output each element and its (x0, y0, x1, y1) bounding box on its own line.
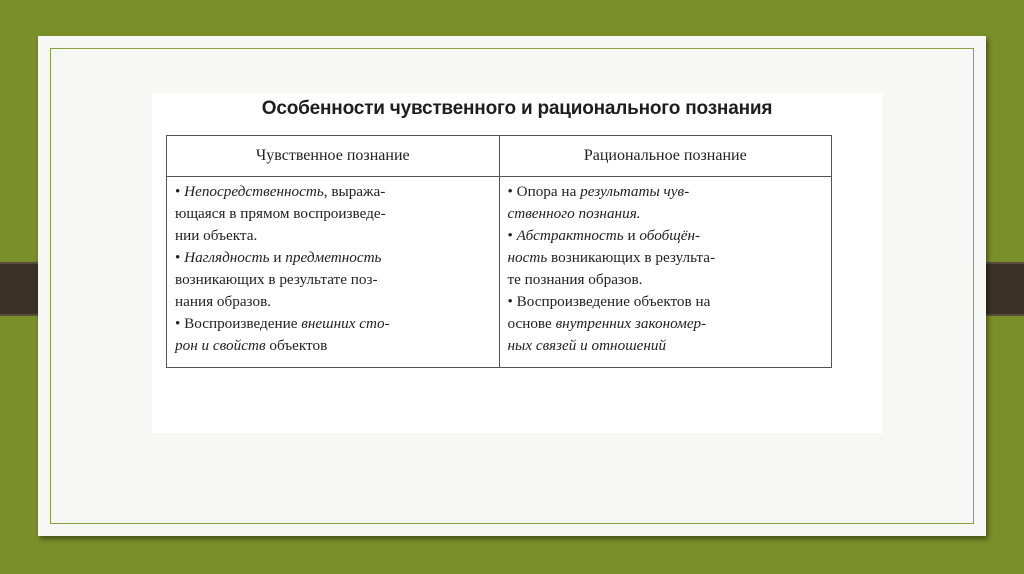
emphasis-text: Непосредственность (184, 183, 324, 200)
text-segment: те познания образов. (507, 271, 643, 288)
emphasis-text: внешних сто- (301, 315, 390, 332)
emphasis-text: рон и свойств (175, 337, 266, 354)
cell-text-line (175, 335, 491, 357)
cell-text-line (175, 269, 491, 291)
cell-text-line (508, 247, 824, 269)
table-header-row (167, 136, 832, 177)
text-segment: • (175, 249, 185, 266)
cell-text-line (175, 313, 491, 335)
header-sensory: Чувственное познание (167, 136, 500, 177)
text-segment: • Опора на (507, 183, 581, 200)
cell-text-line (508, 291, 824, 313)
emphasis-text: ных связей и отношений (507, 337, 667, 354)
emphasis-text: Наглядность (184, 249, 270, 266)
text-segment: • Воспроизведение (175, 315, 302, 332)
text-segment: и (269, 249, 286, 266)
text-segment: ющаяся в прямом воспроизведе- (175, 205, 386, 222)
text-segment: и (623, 227, 640, 244)
cell-text-line (175, 181, 491, 203)
emphasis-text: обобщён- (639, 227, 701, 244)
text-segment: нии объекта. (175, 227, 258, 244)
text-segment: возникающих в результа- (547, 249, 716, 266)
cell-text-line (508, 269, 824, 291)
cell-text-line (508, 203, 824, 225)
cell-text-line (508, 335, 824, 357)
table-figure (152, 93, 882, 433)
emphasis-text: предметность (285, 249, 382, 266)
emphasis-text: Абстрактность (516, 227, 624, 244)
cell-text-line (508, 225, 824, 247)
emphasis-text: результаты чув- (580, 183, 690, 200)
table-title: Особенности чувственного и рационального познания (261, 98, 773, 119)
comparison-table (166, 135, 832, 368)
text-segment: нания образов. (175, 293, 272, 310)
text-segment: объектов (265, 337, 328, 354)
cell-text-line (508, 181, 824, 203)
emphasis-text: внутренних закономер- (555, 315, 707, 332)
cell-text-line (175, 291, 491, 313)
header-rational: Рациональное познание (499, 136, 832, 177)
text-segment: основе (507, 315, 556, 332)
sensory-cell (167, 177, 500, 368)
cell-text-line (175, 203, 491, 225)
cell-text-line (508, 313, 824, 335)
text-segment: , выража- (323, 183, 386, 200)
text-segment: • Воспроизведение объектов на (507, 293, 711, 310)
emphasis-text: ность (507, 249, 548, 266)
emphasis-text: ственного познания. (507, 205, 641, 222)
table-row (167, 177, 832, 368)
text-segment: • (507, 227, 517, 244)
rational-cell (499, 177, 832, 368)
cell-text-line (175, 247, 491, 269)
text-segment: • (175, 183, 185, 200)
text-segment: возникающих в результате поз- (175, 271, 378, 288)
cell-text-line (175, 225, 491, 247)
